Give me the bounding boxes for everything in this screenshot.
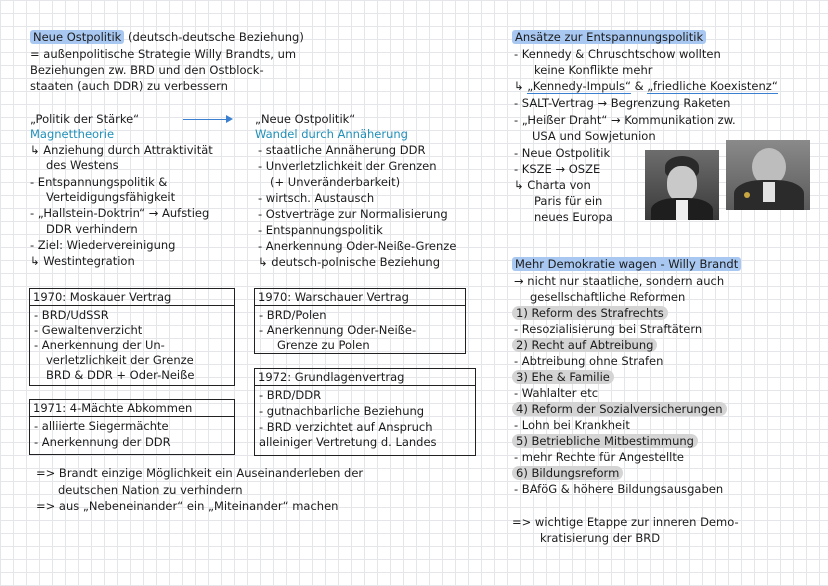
moskau-box <box>29 288 235 386</box>
kennedy-photo <box>645 150 719 220</box>
neue-line: - Ostverträge zur Normalisierung <box>258 207 448 221</box>
ansaetze-line: - KSZE → OSZE <box>514 162 601 176</box>
ostpolitik-def-1: = außenpolitische Strategie Willy Brandts, um <box>30 47 297 61</box>
staerke-line: des Westens <box>46 158 119 172</box>
ansaetze-line: - SALT-Vertrag → Begrenzung Raketen <box>514 96 731 110</box>
neue-line: - Entspannungspolitik <box>258 223 383 237</box>
neue-subheading: Wandel durch Annäherung <box>255 127 408 141</box>
demokratie-item-heading: 3) Ehe & Familie <box>512 370 614 384</box>
demokratie-item-detail: - Lohn bei Krankheit <box>514 418 630 432</box>
demokratie-item-detail: - Abtreibung ohne Strafen <box>514 354 664 368</box>
viermaechte-title: 1971: 4-Mächte Abkommen <box>30 400 234 417</box>
ansaetze-impulse-mid: & <box>630 79 648 93</box>
staerke-line: - „Hallstein-Doktrin“ → Aufstieg <box>30 206 210 220</box>
demokratie-item-detail: - Wahlalter etc <box>514 386 599 400</box>
neue-line: - Unverletzlichkeit der Grenzen <box>258 159 437 173</box>
conclusion-line: => aus „Nebeneinander“ ein „Miteinander“ machen <box>36 499 339 513</box>
neue-line: - wirtsch. Austausch <box>258 191 375 205</box>
ostpolitik-title-line <box>30 30 304 44</box>
ostpolitik-def-2: Beziehungen zw. BRD und den Ostblock- <box>30 63 264 77</box>
grundlagen-line: alleiniger Vertretung d. Landes <box>259 435 437 449</box>
grundlagen-title: 1972: Grundlagenvertrag <box>255 369 475 386</box>
ansaetze-impulse-line <box>514 79 778 93</box>
moskau-title: 1970: Moskauer Vertrag <box>30 289 234 306</box>
neue-line: - Anerkennung Oder-Neiße-Grenze <box>258 239 457 253</box>
warschau-line: - Anerkennung Oder-Neiße- <box>259 323 417 337</box>
demokratie-item-detail: - mehr Rechte für Angestellte <box>514 450 684 464</box>
moskau-line: BRD & DDR + Oder-Neiße <box>46 368 195 382</box>
chruschtschow-photo <box>726 140 810 210</box>
ansaetze-line: keine Konflikte mehr <box>534 63 653 77</box>
ansaetze-line: Paris für ein <box>534 194 603 208</box>
moskau-line: - Gewaltenverzicht <box>34 323 143 337</box>
staerke-line: DDR verhindern <box>46 222 138 236</box>
ansaetze-impulse-a: „Kennedy-Impuls“ <box>527 79 631 93</box>
ansaetze-title-line <box>512 30 706 44</box>
ansaetze-line: - Neue Ostpolitik <box>514 146 611 160</box>
demokratie-intro: → nicht nur staatliche, sondern auch <box>514 274 725 288</box>
viermaechte-line: - Anerkennung der DDR <box>34 435 171 449</box>
ansaetze-line: neues Europa <box>534 210 613 224</box>
demokratie-title: Mehr Demokratie wagen - Willy Brandt <box>512 257 741 271</box>
ansaetze-title: Ansätze zur Entspannungspolitik <box>512 30 706 44</box>
staerke-line: - Entspannungspolitik & <box>30 175 168 189</box>
demokratie-conclusion: kratisierung der BRD <box>540 531 661 545</box>
staerke-line: Verteidigungsfähigkeit <box>46 190 176 204</box>
arrow-right-icon <box>226 115 233 123</box>
grundlagen-box <box>254 368 476 456</box>
demokratie-title-line <box>512 257 741 271</box>
warschau-box <box>254 288 466 354</box>
moskau-line: - Anerkennung der Un- <box>34 338 165 352</box>
ostpolitik-title-suffix: (deutsch-deutsche Beziehung) <box>128 30 304 44</box>
demokratie-item-detail: - Resozialisierung bei Straftätern <box>514 322 703 336</box>
ostpolitik-def-3: staaten (auch DDR) zu verbessern <box>30 79 228 93</box>
demokratie-intro: gesellschaftliche Reformen <box>530 290 686 304</box>
ansaetze-line: - „Heißer Draht“ → Kommunikation zw. <box>514 113 736 127</box>
conclusion-line: => Brandt einzige Möglichkeit ein Auseinanderleben der <box>36 466 364 480</box>
grundlagen-line: - BRD/DDR <box>259 388 322 402</box>
staerke-line: ↳ Anziehung durch Attraktivität <box>30 143 213 157</box>
grundlagen-line: - gutnachbarliche Beziehung <box>259 404 425 418</box>
ansaetze-line: ↳ Charta von <box>514 178 591 192</box>
ansaetze-impulse-b: „friedliche Koexistenz“ <box>647 79 778 93</box>
ansaetze-impulse-prefix: ↳ <box>514 79 528 93</box>
viermaechte-line: - alliierte Siegermächte <box>34 419 169 433</box>
staerke-line: ↳ Westintegration <box>30 254 135 268</box>
staerke-line: - Ziel: Wiedervereinigung <box>30 238 176 252</box>
demokratie-item-heading: 5) Betriebliche Mitbestimmung <box>512 434 698 448</box>
grundlagen-line: - BRD verzichtet auf Anspruch <box>259 420 433 434</box>
neue-line: (+ Unveränderbarkeit) <box>270 175 401 189</box>
moskau-line: verletzlichkeit der Grenze <box>46 353 194 367</box>
staerke-heading: „Politik der Stärke“ <box>30 112 140 126</box>
warschau-title: 1970: Warschauer Vertrag <box>255 289 465 306</box>
demokratie-item-detail: - BAföG & höhere Bildungsausgaben <box>514 482 724 496</box>
warschau-line: - BRD/Polen <box>259 308 327 322</box>
warschau-line: Grenze zu Polen <box>277 338 370 352</box>
demokratie-conclusion: => wichtige Etappe zur inneren Demo- <box>512 515 739 529</box>
staerke-subheading: Magnettheorie <box>30 127 115 141</box>
demokratie-item-heading: 2) Recht auf Abtreibung <box>512 338 657 352</box>
demokratie-item-heading: 4) Reform der Sozialversicherungen <box>512 402 727 416</box>
ostpolitik-title: Neue Ostpolitik <box>30 30 124 44</box>
neue-line: ↳ deutsch-polnische Beziehung <box>258 255 441 269</box>
conclusion-line: deutschen Nation zu verhindern <box>58 483 243 497</box>
ansaetze-line: - Kennedy & Chruschtschow wollten <box>514 47 721 61</box>
moskau-line: - BRD/UdSSR <box>34 308 109 322</box>
demokratie-item-heading: 6) Bildungsreform <box>512 466 623 480</box>
demokratie-item-heading: 1) Reform des Strafrechts <box>512 306 668 320</box>
neue-line: - staatliche Annäherung DDR <box>258 143 426 157</box>
neue-heading: „Neue Ostpolitik“ <box>255 112 356 126</box>
viermaechte-box <box>29 399 235 455</box>
arrow-line <box>183 119 228 120</box>
ansaetze-line: USA und Sowjetunion <box>532 129 656 143</box>
